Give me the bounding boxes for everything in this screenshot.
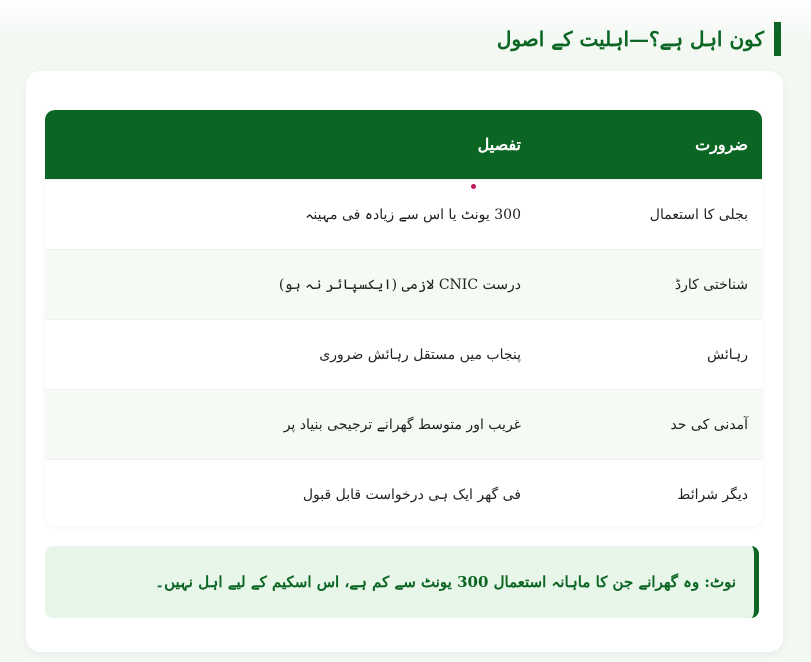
table-header-row	[45, 110, 762, 180]
row-detail: فی گھر ایک ہی درخواست قابل قبول	[45, 460, 535, 527]
table-row	[45, 390, 762, 460]
note-text: نوٹ: وہ گھرانے جن کا ماہانہ استعمال 300 یونٹ سے کم ہے، اس اسکیم کے لیے اہل نہیں۔	[155, 573, 736, 591]
row-requirement: آمدنی کی حد	[535, 390, 762, 460]
eligibility-table	[45, 110, 762, 526]
eligibility-card	[26, 71, 783, 652]
row-detail: پنجاب میں مستقل رہائش ضروری	[45, 320, 535, 390]
table-row	[45, 320, 762, 390]
row-detail: 300 یونٹ یا اس سے زیادہ فی مہینہ	[45, 180, 535, 250]
row-requirement: شناختی کارڈ	[535, 250, 762, 320]
section-title: کون اہل ہے؟—اہلیت کے اصول	[496, 27, 764, 51]
table-row	[45, 180, 762, 250]
header-detail: تفصیل	[45, 110, 535, 180]
section-heading	[497, 22, 781, 56]
header-requirement: ضرورت	[535, 110, 762, 180]
row-detail: درست CNIC لازمی (ایکسپائر نہ ہو)	[45, 250, 535, 320]
cursor-dot	[471, 184, 476, 189]
row-requirement: دیگر شرائط	[535, 460, 762, 527]
row-requirement: بجلی کا استعمال	[535, 180, 762, 250]
row-requirement: رہائش	[535, 320, 762, 390]
table-row	[45, 460, 762, 527]
note-box	[45, 546, 759, 618]
eligibility-table-wrapper	[45, 110, 762, 526]
row-detail: غریب اور متوسط گھرانے ترجیحی بنیاد پر	[45, 390, 535, 460]
table-row	[45, 250, 762, 320]
